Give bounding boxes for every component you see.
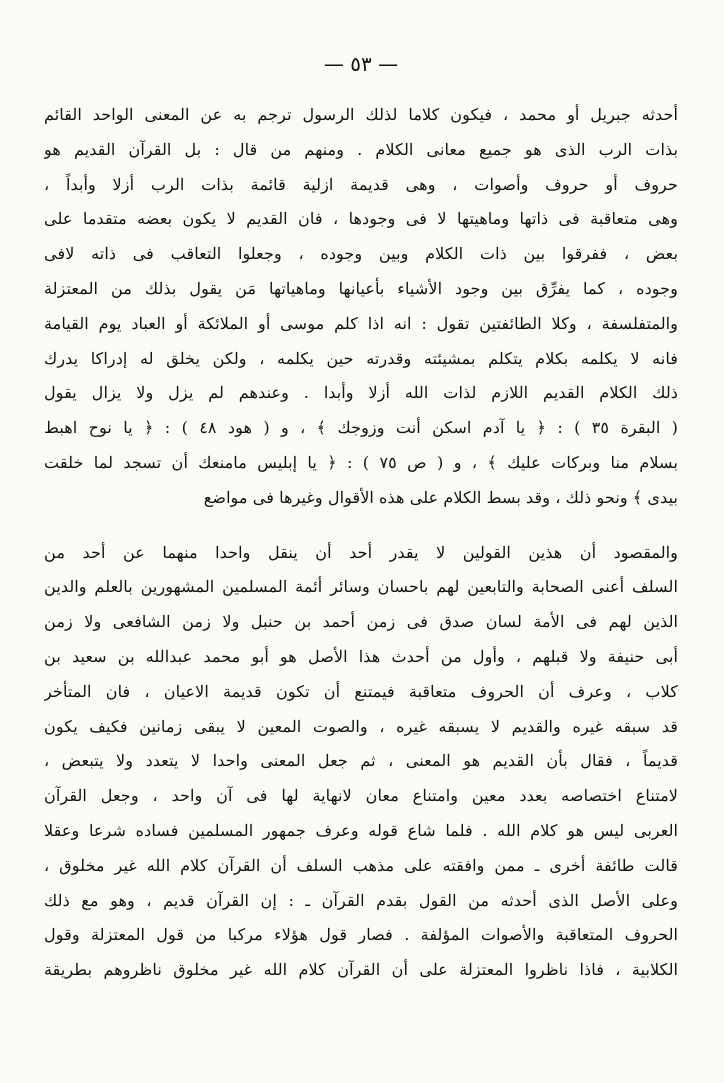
text-line: والمتفلسفة ، وكلا الطائفتين تقول : انه اذا كلم موسى أو الملائكة أو العباد يوم القيامة	[44, 313, 678, 333]
text-line: الذين لهم فى الأمة لسان صدق فى زمن أحمد بن حنبل ولا زمن الشافعى ولا زمن	[44, 612, 678, 632]
text-line: أحدثه جبريل أو محمد ، فيكون كلاما لذلك الرسول ترجم به عن المعنى الواحد القائم	[44, 105, 678, 124]
text-line: وعلى الأصل الذى أحدثه من القول بقدم القرآن ـ : إن القرآن قديم ، وهو مع ذلك	[44, 890, 678, 910]
text-line: الحروف المتعاقبة والأصوات المؤلفة . فصار قول هؤلاء مركبا من قول المعتزلة وقول	[44, 925, 678, 945]
text-line: ذلك الكلام القديم اللازم لذات الله أزلا وأبدا . وعندهم لم يزل ولا يزال يقول	[44, 383, 678, 403]
text-line: العربى ليس هو كلام الله . فلما شاع قوله وعرف جمهور المسلمين فساده شرعا وعقلا	[44, 820, 678, 840]
text-line: بسلام منا وبركات عليك ﴾ ، و ( ص ٧٥ ) : ﴿ يا إبليس مامنعك أن تسجد لما خلقت	[44, 452, 678, 472]
text-line: قد سبقه غيره والقديم لا يسبقه غيره ، والصوت المعين لا يبقى زمانين فكيف يكون	[44, 716, 678, 736]
text-line: فانه لا يكلمه بكلام يتكلم بمشيئته وقدرته حين يكلمه ، ولكن يخلق له إدراكا يدرك	[44, 348, 678, 368]
text-line: السلف أعنى الصحابة والتابعين لهم باحسان وسائر أئمة المسلمين المشهورين بالعلم والدين	[44, 577, 678, 597]
text-line: الكلابية ، فاذا ناظروا المعتزلة على أن القرآن كلام الله غير مخلوق ناظروهم بطريقة	[44, 960, 678, 980]
paragraph-2	[44, 536, 678, 988]
text-line: وهى متعاقبة فى ذاتها وماهيتها لا فى وجودها ، فان القديم لا يكون بعضه متقدما على	[44, 209, 678, 229]
text-line: وجوده ، كما يفرِّق بين وجود الأشياء بأعيانها وماهياتها مَن يقول بذلك من المعتزلة	[44, 278, 678, 298]
paragraph-1	[44, 98, 678, 516]
text-line: كلاب ، وعرف أن الحروف متعاقبة فيمتنع أن تكون قديمة الاعيان ، فان المتأخر	[44, 681, 678, 701]
text-line: والمقصود أن هذين القولين لا يقدر أحد أن ينقل واحدا منهما عن أحد من	[44, 542, 678, 562]
text-line: بيدى ﴾ ونحو ذلك ، وقد بسط الكلام على هذه الأقوال وغيرها فى مواضع	[203, 487, 678, 507]
text-line: قديماً ، فقال بأن القديم هو المعنى ، ثم جعل المعنى واحدا لا يتعدد ولا يتبعض ،	[44, 751, 678, 771]
text-line: ( البقرة ٣٥ ) : ﴿ يا آدم اسكن أنت وزوجك ﴾ ، و ( هود ٤٨ ) : ﴿ يا نوح اهبط	[44, 418, 678, 438]
text-line: بعض ، ففرقوا بين ذات الكلام وبين وجوده ، وجعلوا التعاقب فى ذاته لافى	[44, 244, 678, 264]
text-line: قالت طائفة أخرى ـ ممن وافقته على مذهب السلف أن القرآن كلام الله غير مخلوق ،	[44, 855, 678, 875]
text-line: لامتناع اختصاصه بعدد معين وامتناع معان لانهاية لها فى آن واحد ، وجعل القرآن	[44, 786, 678, 806]
text-line: أبى حنيفة ولا قبلهم ، وأول من أحدث هذا الأصل هو أبو محمد عبدالله بن سعيد بن	[44, 646, 678, 666]
paragraph-gap	[44, 516, 678, 536]
text-line: حروف أو حروف وأصوات ، وهى قديمة ازلية قائمة بذات الرب أزلا وأبداً ،	[44, 174, 678, 194]
page-number: — ٥٣ —	[323, 52, 399, 76]
text-line: بذات الرب الذى هو جميع معانى الكلام . ومنهم من قال : بل القرآن القديم هو	[44, 139, 678, 159]
